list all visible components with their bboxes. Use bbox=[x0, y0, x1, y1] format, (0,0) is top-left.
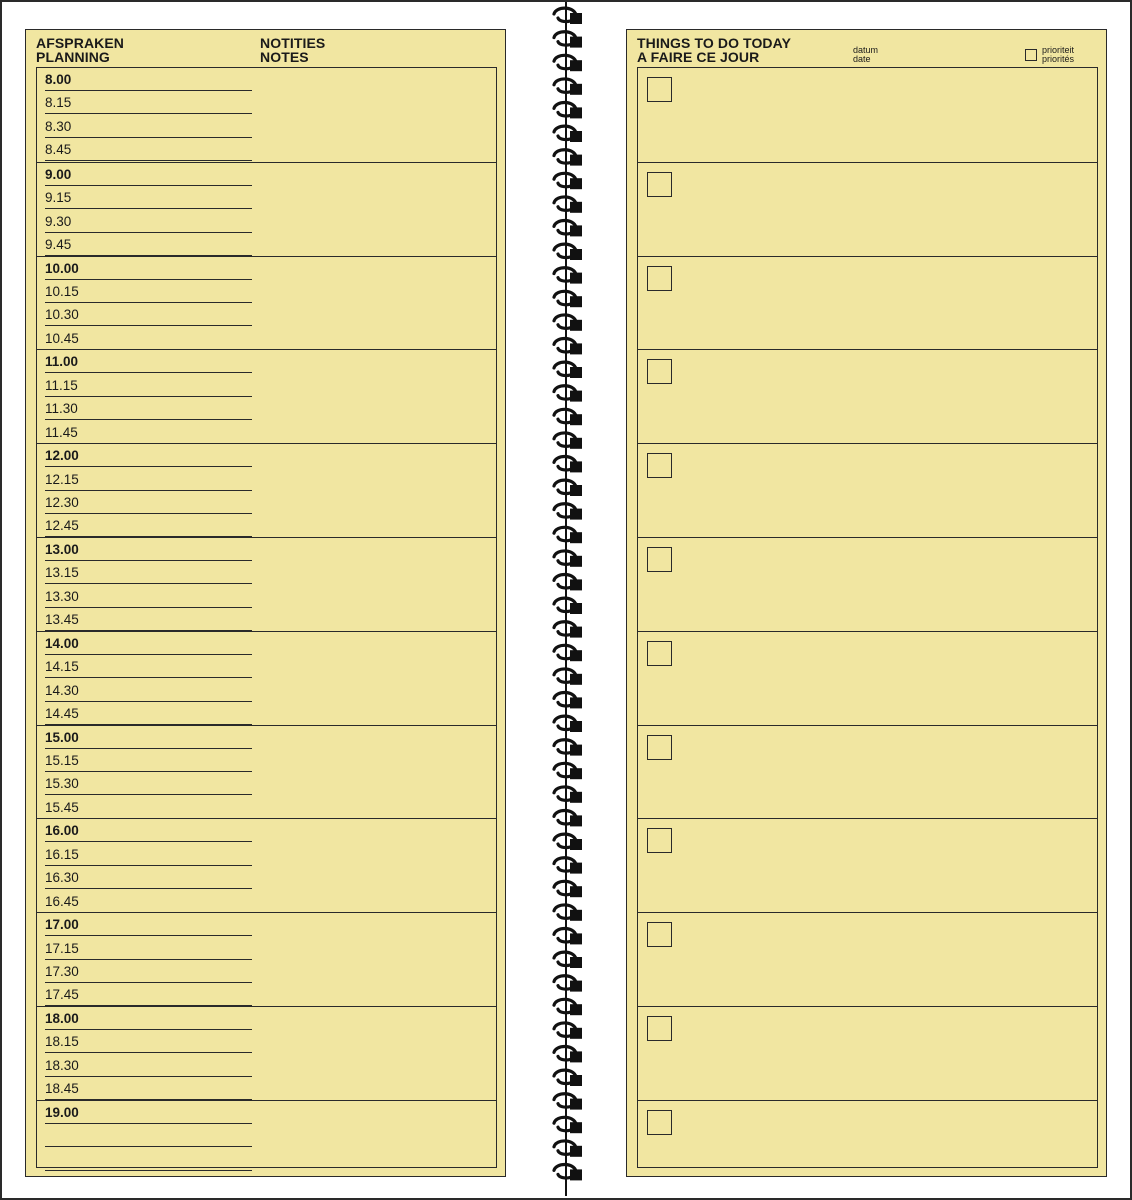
hour-label[interactable]: 11.00 bbox=[45, 350, 252, 373]
spiral-coil bbox=[554, 787, 582, 803]
todo-row[interactable] bbox=[638, 443, 1097, 537]
spiral-coil bbox=[554, 669, 582, 685]
hour-block bbox=[37, 1100, 496, 1194]
spiral-coil bbox=[554, 598, 582, 614]
quarter-slot[interactable]: 8.15 bbox=[45, 91, 252, 114]
date-label-line1: datum bbox=[853, 45, 879, 55]
priority-label bbox=[1042, 46, 1074, 64]
hour-label[interactable]: 15.00 bbox=[45, 726, 252, 749]
spiral-coil bbox=[554, 1047, 582, 1063]
hour-label[interactable]: 19.00 bbox=[45, 1101, 252, 1124]
todo-checkbox[interactable] bbox=[647, 172, 672, 197]
quarter-slot[interactable]: 12.15 bbox=[45, 468, 252, 491]
quarter-slot[interactable]: 16.15 bbox=[45, 843, 252, 866]
quarter-slot[interactable]: 17.30 bbox=[45, 960, 252, 983]
spiral-coil bbox=[554, 1117, 582, 1133]
quarter-slot[interactable]: 15.30 bbox=[45, 772, 252, 795]
spiral-coil bbox=[554, 386, 582, 402]
todo-checkbox[interactable] bbox=[647, 828, 672, 853]
todo-row[interactable] bbox=[638, 725, 1097, 819]
hour-label[interactable]: 16.00 bbox=[45, 819, 252, 842]
quarter-slot[interactable] bbox=[45, 1124, 252, 1147]
todo-row[interactable] bbox=[638, 1006, 1097, 1100]
spiral-coil bbox=[554, 527, 582, 543]
quarter-slot[interactable]: 14.30 bbox=[45, 679, 252, 702]
quarter-slot[interactable]: 17.15 bbox=[45, 937, 252, 960]
todo-row[interactable] bbox=[638, 256, 1097, 350]
hour-label[interactable]: 13.00 bbox=[45, 538, 252, 561]
spiral-coil bbox=[554, 480, 582, 496]
quarter-slot[interactable]: 11.30 bbox=[45, 397, 252, 420]
todo-checkbox[interactable] bbox=[647, 77, 672, 102]
quarter-slot[interactable]: 16.30 bbox=[45, 866, 252, 889]
todo-row[interactable] bbox=[638, 818, 1097, 912]
spiral-coil bbox=[554, 858, 582, 874]
hour-block bbox=[37, 349, 496, 443]
spiral-coil bbox=[554, 645, 582, 661]
spiral-coil bbox=[554, 291, 582, 307]
quarter-slot[interactable]: 9.15 bbox=[45, 186, 252, 209]
planning-header-line2: PLANNING bbox=[36, 49, 110, 65]
spiral-coil bbox=[554, 834, 582, 850]
todo-title-line1: THINGS TO DO TODAY bbox=[637, 35, 792, 51]
spiral-coil bbox=[554, 1141, 582, 1157]
spiral-coil bbox=[554, 504, 582, 520]
date-label bbox=[853, 46, 878, 64]
spiral-coil bbox=[554, 409, 582, 425]
todo-row[interactable] bbox=[638, 68, 1097, 162]
spiral-coil bbox=[554, 173, 582, 189]
hour-block bbox=[37, 443, 496, 537]
notes-header-line1: NOTITIES bbox=[260, 35, 326, 51]
date-label-line2: date bbox=[853, 54, 871, 64]
notes-header-line2: NOTES bbox=[260, 49, 309, 65]
quarter-slot[interactable]: 10.15 bbox=[45, 280, 252, 303]
spiral-coil bbox=[554, 763, 582, 779]
spiral-coil bbox=[554, 1070, 582, 1086]
todo-checkbox[interactable] bbox=[647, 1110, 672, 1135]
planning-header bbox=[36, 36, 124, 64]
quarter-slot[interactable]: 14.15 bbox=[45, 655, 252, 678]
todo-checkbox[interactable] bbox=[647, 359, 672, 384]
todo-checkbox[interactable] bbox=[647, 641, 672, 666]
spiral-coil bbox=[554, 622, 582, 638]
quarter-slot[interactable]: 8.45 bbox=[45, 138, 252, 161]
hour-label[interactable]: 18.00 bbox=[45, 1007, 252, 1030]
quarter-slot[interactable]: 18.30 bbox=[45, 1054, 252, 1077]
quarter-slot[interactable]: 11.15 bbox=[45, 374, 252, 397]
spiral-coil bbox=[554, 433, 582, 449]
todo-row[interactable] bbox=[638, 631, 1097, 725]
hour-block bbox=[37, 256, 496, 350]
spiral-coil bbox=[554, 55, 582, 71]
spiral-coil bbox=[554, 1094, 582, 1110]
spiral-coil bbox=[554, 126, 582, 142]
todo-row[interactable] bbox=[638, 162, 1097, 256]
quarter-slot[interactable]: 13.15 bbox=[45, 561, 252, 584]
quarter-slot[interactable]: 13.30 bbox=[45, 585, 252, 608]
spiral-coil bbox=[554, 693, 582, 709]
hour-label[interactable]: 10.00 bbox=[45, 257, 252, 280]
spiral-coil bbox=[554, 1023, 582, 1039]
hour-block bbox=[37, 725, 496, 819]
quarter-slot[interactable]: 18.45 bbox=[45, 1077, 252, 1100]
todo-page bbox=[626, 29, 1107, 1177]
todo-checkbox[interactable] bbox=[647, 922, 672, 947]
spiral-coil bbox=[554, 575, 582, 591]
spiral-coil bbox=[554, 1165, 582, 1181]
todo-row[interactable] bbox=[638, 537, 1097, 631]
todo-row[interactable] bbox=[638, 912, 1097, 1006]
hour-block bbox=[37, 912, 496, 1006]
quarter-slot[interactable]: 13.45 bbox=[45, 608, 252, 631]
notes-header bbox=[260, 36, 325, 64]
spiral-binding bbox=[540, 0, 592, 1200]
quarter-slot[interactable]: 11.45 bbox=[45, 421, 252, 444]
hour-block bbox=[37, 818, 496, 912]
quarter-slot[interactable]: 9.45 bbox=[45, 233, 252, 256]
hour-block bbox=[37, 1006, 496, 1100]
spiral-coil bbox=[554, 457, 582, 473]
spiral-coil bbox=[554, 952, 582, 968]
todo-title bbox=[637, 36, 791, 64]
hour-block bbox=[37, 162, 496, 256]
spiral-coil bbox=[554, 221, 582, 237]
hour-block bbox=[37, 537, 496, 631]
todo-checkbox[interactable] bbox=[647, 735, 672, 760]
planning-header-line1: AFSPRAKEN bbox=[36, 35, 125, 51]
hour-label[interactable]: 8.00 bbox=[45, 68, 252, 91]
quarter-slot[interactable]: 18.15 bbox=[45, 1030, 252, 1053]
spiral-coil bbox=[554, 929, 582, 945]
quarter-slot[interactable]: 14.45 bbox=[45, 702, 252, 725]
spiral-coil bbox=[554, 881, 582, 897]
todo-checkbox[interactable] bbox=[647, 453, 672, 478]
hour-block bbox=[37, 68, 496, 162]
quarter-slot[interactable]: 16.45 bbox=[45, 890, 252, 913]
hour-label[interactable]: 17.00 bbox=[45, 913, 252, 936]
todo-row[interactable] bbox=[638, 1100, 1097, 1194]
todo-checkbox[interactable] bbox=[647, 1016, 672, 1041]
spiral-coil bbox=[554, 362, 582, 378]
quarter-slot[interactable]: 10.30 bbox=[45, 303, 252, 326]
quarter-slot[interactable]: 9.30 bbox=[45, 210, 252, 233]
spiral-coil bbox=[554, 150, 582, 166]
quarter-slot[interactable]: 10.45 bbox=[45, 327, 252, 350]
todo-title-line2: A FAIRE CE JOUR bbox=[637, 49, 760, 65]
spiral-coil bbox=[554, 244, 582, 260]
spiral-coil bbox=[554, 551, 582, 567]
spiral-coil bbox=[554, 999, 582, 1015]
quarter-slot[interactable]: 17.45 bbox=[45, 983, 252, 1006]
priority-label-line2: priorités bbox=[1042, 54, 1075, 64]
spiral-coil bbox=[554, 197, 582, 213]
spiral-coil bbox=[554, 716, 582, 732]
quarter-slot[interactable]: 8.30 bbox=[45, 115, 252, 138]
spiral-coil bbox=[554, 103, 582, 119]
spiral-coil bbox=[554, 740, 582, 756]
quarter-slot[interactable] bbox=[45, 1148, 252, 1171]
todo-checkbox[interactable] bbox=[647, 266, 672, 291]
quarter-slot[interactable]: 15.15 bbox=[45, 749, 252, 772]
spiral-coil bbox=[554, 79, 582, 95]
spiral-coil bbox=[554, 339, 582, 355]
quarter-slot[interactable]: 12.45 bbox=[45, 514, 252, 537]
spiral-coil bbox=[554, 811, 582, 827]
todo-grid bbox=[637, 67, 1098, 1168]
hour-label[interactable]: 9.00 bbox=[45, 163, 252, 186]
hour-label[interactable]: 12.00 bbox=[45, 444, 252, 467]
spiral-coil bbox=[554, 8, 582, 24]
todo-checkbox[interactable] bbox=[647, 547, 672, 572]
hour-grid bbox=[36, 67, 497, 1168]
planning-page bbox=[25, 29, 506, 1177]
hour-block bbox=[37, 631, 496, 725]
spiral-coil bbox=[554, 905, 582, 921]
quarter-slot[interactable]: 12.30 bbox=[45, 491, 252, 514]
todo-row[interactable] bbox=[638, 349, 1097, 443]
spiral-coil bbox=[554, 976, 582, 992]
spiral-coil bbox=[554, 315, 582, 331]
hour-label[interactable]: 14.00 bbox=[45, 632, 252, 655]
priority-legend-box[interactable] bbox=[1025, 49, 1037, 61]
priority-label-line1: prioriteit bbox=[1042, 45, 1075, 55]
quarter-slot[interactable]: 15.45 bbox=[45, 796, 252, 819]
spiral-coil bbox=[554, 32, 582, 48]
spiral-coil bbox=[554, 268, 582, 284]
